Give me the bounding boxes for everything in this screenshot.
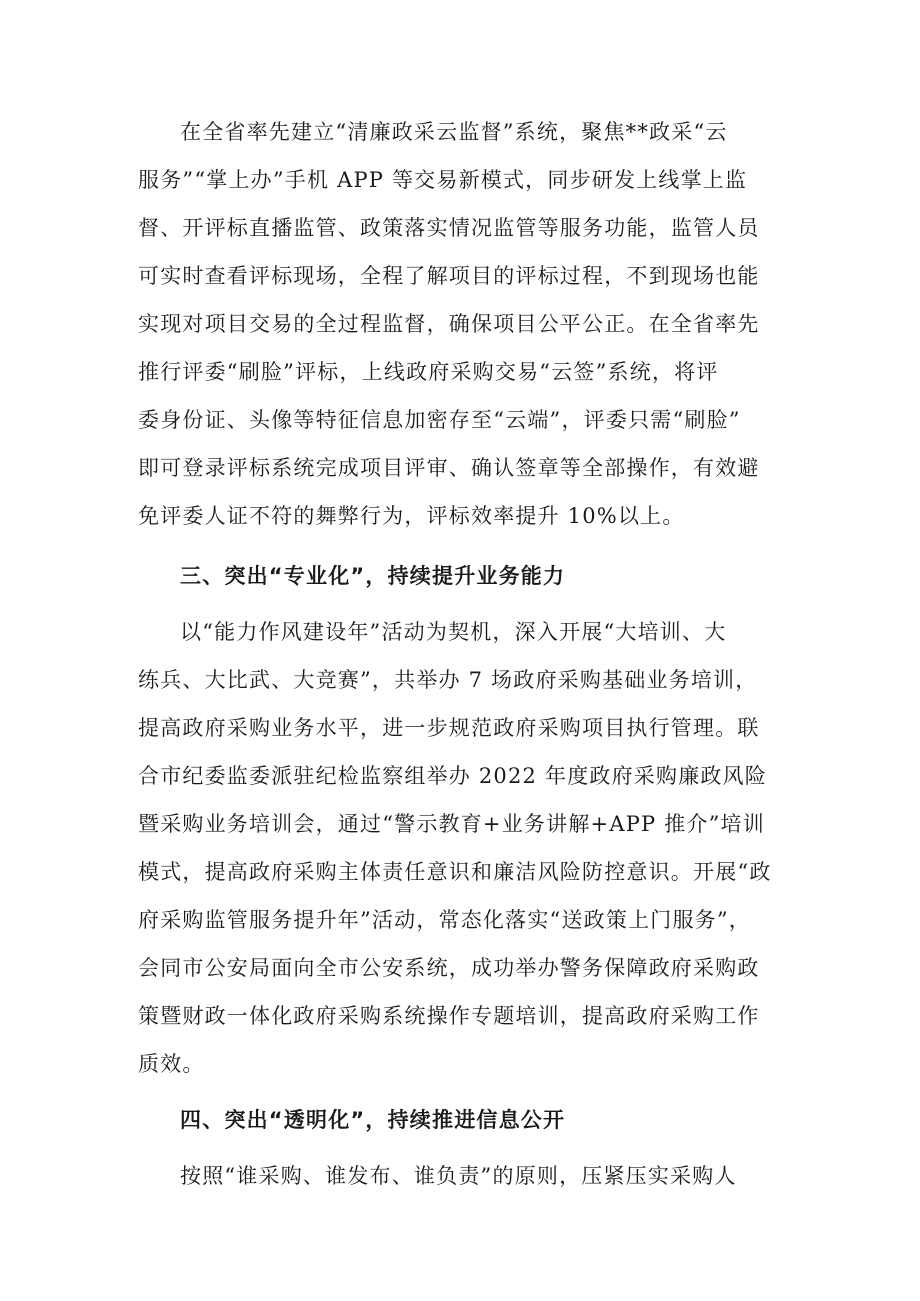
paragraph-line: 免评委人证不符的舞弊行为，评标效率提升 10%以上。 [138,504,685,528]
paragraph-line: 督、开评标直播监管、政策落实情况监管等服务功能，监管人员 [138,216,760,240]
paragraph-line: 府采购监管服务提升年”活动，常态化落实“送政策上门服务”， [138,908,752,932]
paragraph-line: 模式，提高政府采购主体责任意识和廉洁风险防控意识。开展“政 [138,860,772,884]
paragraph-line: 推行评委“刷脸”评标，上线政府采购交易“云签”系统，将评 [138,360,719,384]
paragraph-line: 委身份证、头像等特征信息加密存至“云端”，评委只需“刷脸” [138,408,741,432]
paragraph-line: 可实时查看评标现场，全程了解项目的评标过程，不到现场也能 [138,264,760,288]
paragraph-line: 质效。 [138,1052,205,1076]
paragraph-line: 实现对项目交易的全过程监督，确保项目公平公正。在全省率先 [138,312,760,336]
paragraph-line: 在全省率先建立“清廉政采云监督”系统，聚焦**政采“云 [180,120,728,144]
paragraph-line: 即可登录评标系统完成项目评审、确认签章等全部操作，有效避 [138,456,760,480]
section-heading-professionalization: 三、突出“专业化”，持续提升业务能力 [180,564,566,588]
paragraph-line: 提高政府采购业务水平，进一步规范政府采购项目执行管理。联 [138,716,760,740]
paragraph-line: 练兵、大比武、大竞赛”，共举办 7 场政府采购基础业务培训， [138,668,758,692]
section-heading-transparency: 四、突出“透明化”，持续推进信息公开 [180,1108,566,1132]
paragraph-line: 合市纪委监委派驻纪检监察组举办 2022 年度政府采购廉政风险 [138,764,767,788]
paragraph-line: 以“能力作风建设年”活动为契机，深入开展“大培训、大 [180,620,727,644]
paragraph-line: 策暨财政一体化政府采购系统操作专题培训，提高政府采购工作 [138,1004,760,1028]
paragraph-line: 会同市公安局面向全市公安系统，成功举办警务保障政府采购政 [138,956,760,980]
paragraph-line: 服务”“掌上办”手机 APP 等交易新模式，同步研发上线掌上监 [138,168,748,192]
paragraph-line: 按照“谁采购、谁发布、谁负责”的原则，压紧压实采购人 [180,1164,737,1188]
paragraph-line: 暨采购业务培训会，通过“警示教育+业务讲解+APP 推介”培训 [138,812,765,836]
